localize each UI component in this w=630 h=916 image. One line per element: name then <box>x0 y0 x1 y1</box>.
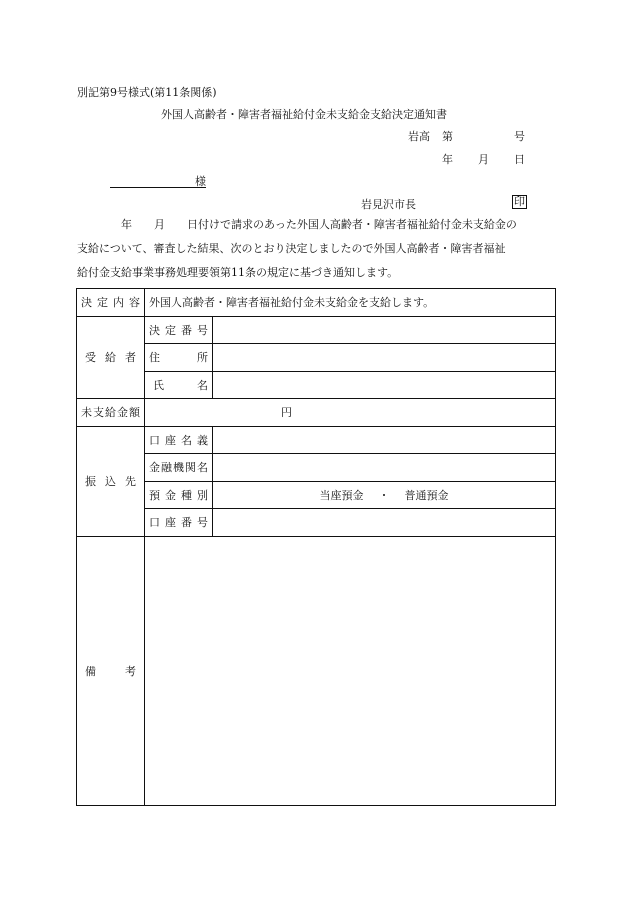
account-number-field[interactable] <box>213 509 556 537</box>
ref-dai: 第 <box>442 130 453 143</box>
remarks-field[interactable] <box>145 536 556 805</box>
decision-number-row <box>77 316 556 344</box>
date-month: 月 <box>478 153 489 166</box>
address-row <box>77 344 556 372</box>
address-field[interactable] <box>213 344 556 372</box>
deposit-type-row <box>77 481 556 509</box>
transfer-label: 振込先 <box>85 475 136 488</box>
body-line-1: 年 月 日付けで請求のあった外国人高齢者・障害者福祉給付金未支給金の <box>121 218 517 231</box>
recipient-label: 受給者 <box>85 351 136 365</box>
address-label: 住所 <box>149 351 208 365</box>
document-title: 外国人高齢者・障害者福祉給付金未支給金支給決定通知書 <box>161 108 447 121</box>
date-day: 日 <box>514 153 525 166</box>
ref-go: 号 <box>514 130 525 143</box>
amount-field[interactable] <box>145 399 556 427</box>
remarks-row <box>77 536 556 805</box>
deposit-type-separator: ・ <box>378 488 390 502</box>
form-label: 別記第9号様式(第11条関係) <box>77 86 217 99</box>
decision-number-field[interactable] <box>213 316 556 344</box>
name-field[interactable] <box>213 371 556 399</box>
amount-row <box>77 399 556 427</box>
bank-row <box>77 454 556 482</box>
account-holder-label: 口座名義 <box>149 433 208 447</box>
body-line-3: 給付金支給事業事務処理要領第11条の規定に基づき通知します。 <box>77 266 399 279</box>
account-holder-field[interactable] <box>213 426 556 454</box>
deposit-type-ordinary[interactable]: 普通預金 <box>404 488 449 502</box>
recipient-name-line <box>110 174 206 188</box>
name-label: 氏名 <box>153 378 208 392</box>
notice-body <box>77 213 557 285</box>
decision-number-label: 決定番号 <box>149 323 208 337</box>
decision-table <box>76 288 556 806</box>
bank-field[interactable] <box>213 454 556 482</box>
decision-label: 決定内容 <box>81 296 140 310</box>
recipient-honorific: 様 <box>195 175 206 188</box>
account-holder-row <box>77 426 556 454</box>
date-year: 年 <box>442 153 453 166</box>
decision-row <box>77 289 556 317</box>
remarks-label: 備考 <box>85 664 136 678</box>
deposit-type-label: 預金種別 <box>149 488 208 502</box>
amount-label: 未支給金額 <box>81 406 140 420</box>
account-number-row <box>77 509 556 537</box>
deposit-type-current[interactable]: 当座預金 <box>319 488 364 502</box>
bank-label: 金融機関名 <box>149 461 208 475</box>
amount-unit: 円 <box>281 406 292 420</box>
body-line-2: 支給について、審査した結果、次のとおり決定しましたので外国人高齢者・障害者福祉 <box>77 242 506 255</box>
seal-mark: 印 <box>514 195 525 208</box>
deposit-type-field[interactable] <box>213 481 556 509</box>
name-row <box>77 371 556 399</box>
account-number-label: 口座番号 <box>149 516 208 530</box>
issuer-name: 岩見沢市長 <box>361 198 416 211</box>
decision-value: 外国人高齢者・障害者福祉給付金未支給金を支給します。 <box>145 289 556 317</box>
ref-prefix: 岩高 <box>408 130 430 143</box>
